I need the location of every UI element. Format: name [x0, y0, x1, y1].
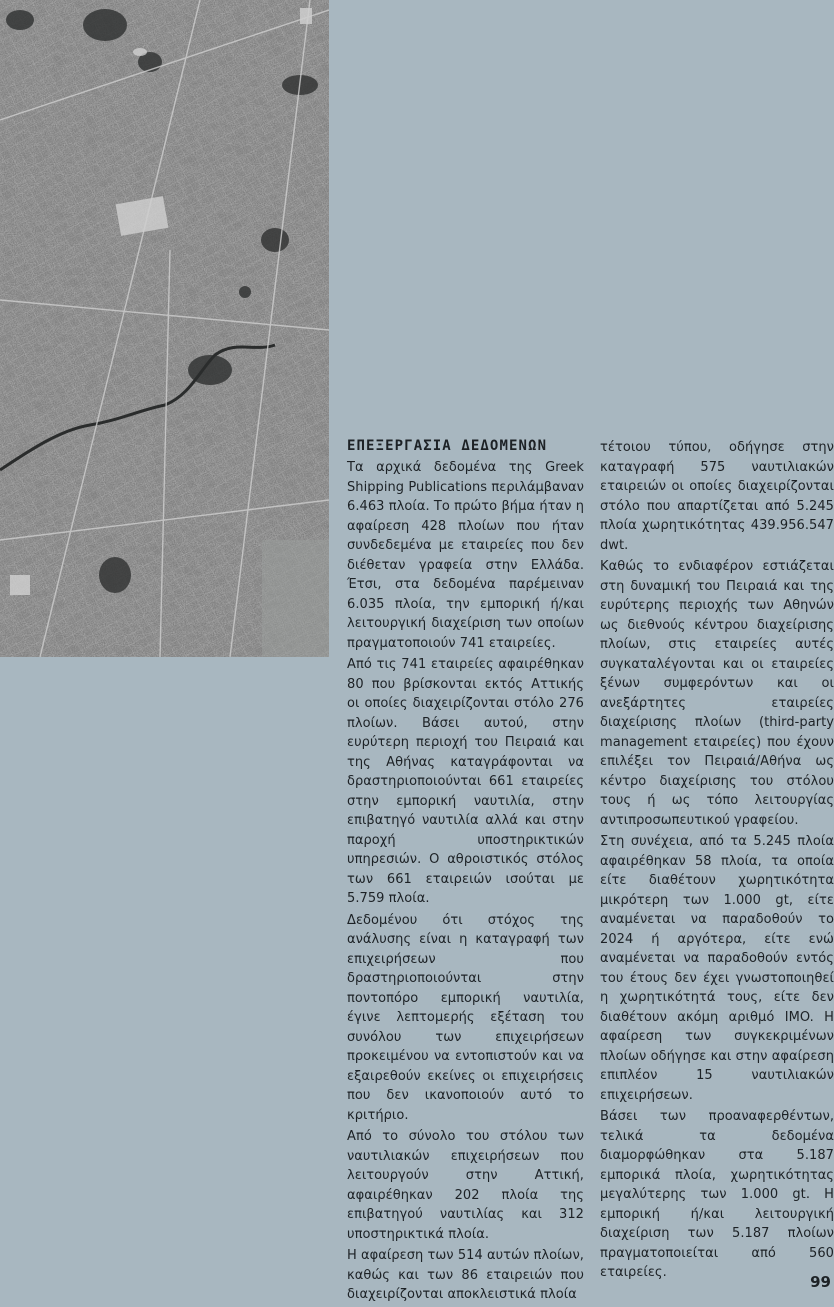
- paragraph: Από τις 741 εταιρείες αφαιρέθηκαν 80 που βρίσκονται εκτός Αττικής οι οποίες διαχειρίζονται στόλο 276 πλοίων. Βάσει αυτού, στην ευρύτερη περιοχή του Πειραιά και της Αθήνας καταγράφονται να δραστηριοποιούνται 661 εταιρείες στην εμπορική ναυτιλία, στην επιβατηγό ναυτιλία αλλά και στην παροχή υποστηρικτικών υπηρεσιών. Ο αθροιστικός στόλος των 661 εταιρειών ισούται με 5.759 πλοία.: [347, 657, 584, 906]
- paragraph: τέτοιου τύπου, οδήγησε στην καταγραφή 575 ναυτιλιακών εταιρειών οι οποίες διαχειρίζονται στόλο που απαρτίζεται από 5.245 πλοία χωρητικότητας 439.956.547 dwt.: [600, 440, 834, 553]
- satellite-image: [0, 0, 329, 657]
- paragraph: Τα αρχικά δεδομένα της Greek Shipping Publications περιλάμβαναν 6.463 πλοία. Το πρώτο βήμα ήταν η αφαίρεση 428 πλοίων που ήταν συνδεδεμένα με εταιρείες που δεν διέθεταν γραφεία στην Ελλάδα. Έτσι, στα δεδομένα παρέμειναν 6.035 πλοία, την εμπορική ή/και λειτουργική διαχείριση των οποίων πραγματοποιούν 741 εταιρείες.: [347, 460, 584, 651]
- paragraph: Δεδομένου ότι στόχος της ανάλυσης είναι η καταγραφή των επιχειρήσεων που δραστηριοποιούνται στην ποντοπόρο εμπορική ναυτιλία, έγινε λεπτομερής εξέταση του συνόλου των επιχειρήσεων προκειμένου να εντοπιστούν και να εξαιρεθούν εκείνες οι επιχειρήσεις που δεν ικανοποιούν αυτό το κριτήριο.: [347, 912, 584, 1123]
- paragraph: Καθώς το ενδιαφέρον εστιάζεται στη δυναμική του Πειραιά και της ευρύτερης περιοχής των Αθηνών ως διεθνούς κέντρου διαχείρισης πλοίων, στις εταιρείες αυτές συγκαταλέγονται και οι εταιρείες ξένων συμφερόντων και οι ανεξάρτητες εταιρείες διαχείρισης πλοίων (third-party management εταιρείες) που έχουν επιλέξει τον Πειραιά/Αθήνα ως κέντρο διαχείρισης του στόλου τους ή ως τόπο λειτουργίας αντιπροσωπευτικού γραφείου.: [600, 559, 834, 828]
- paragraph: Η αφαίρεση των 514 αυτών πλοίων, καθώς και των 86 εταιρειών που διαχειρίζονται αποκλειστικά πλοία: [347, 1248, 584, 1302]
- paragraph: Στη συνέχεια, από τα 5.245 πλοία αφαιρέθηκαν 58 πλοία, τα οποία είτε διαθέτουν χωρητικότητα μικρότερη των 1.000 gt, είτε αναμένεται να παραδοθούν το 2024 ή αργότερα, είτε ενώ αναμένεται να παραδοθούν εντός του έτους δεν έχει γνωστοποιηθεί η χωρητικότητά τους, είτε δεν διαθέτουν ακόμη αριθμό IMO. Η αφαίρεση των συγκεκριμένων πλοίων οδήγησε και στην αφαίρεση επιπλέον 15 ναυτιλιακών επιχειρήσεων.: [600, 834, 834, 1103]
- page-number: 99: [810, 1273, 831, 1291]
- text-column-left: [347, 436, 584, 1307]
- paragraph: Από το σύνολο του στόλου των ναυτιλιακών επιχειρήσεων που λειτουργούν στην Αττική, αφαιρέθηκαν 202 πλοία της επιβατηγού ναυτιλίας και 312 υποστηρικτικά πλοία.: [347, 1129, 584, 1242]
- section-heading: ΕΠΕΞΕΡΓΑΣΙΑ ΔΕΔΟΜΕΝΩΝ: [347, 438, 548, 454]
- paragraph: Βάσει των προαναφερθέντων, τελικά τα δεδομένα διαμορφώθηκαν στα 5.187 εμπορικά πλοία, χωρητικότητας μεγαλύτερης των 1.000 gt. Η εμπορική ή/και λειτουργική διαχείριση των 5.187 πλοίων πραγματοποιείται από 560 εταιρείες.: [600, 1109, 834, 1280]
- text-column-right: [600, 438, 834, 1285]
